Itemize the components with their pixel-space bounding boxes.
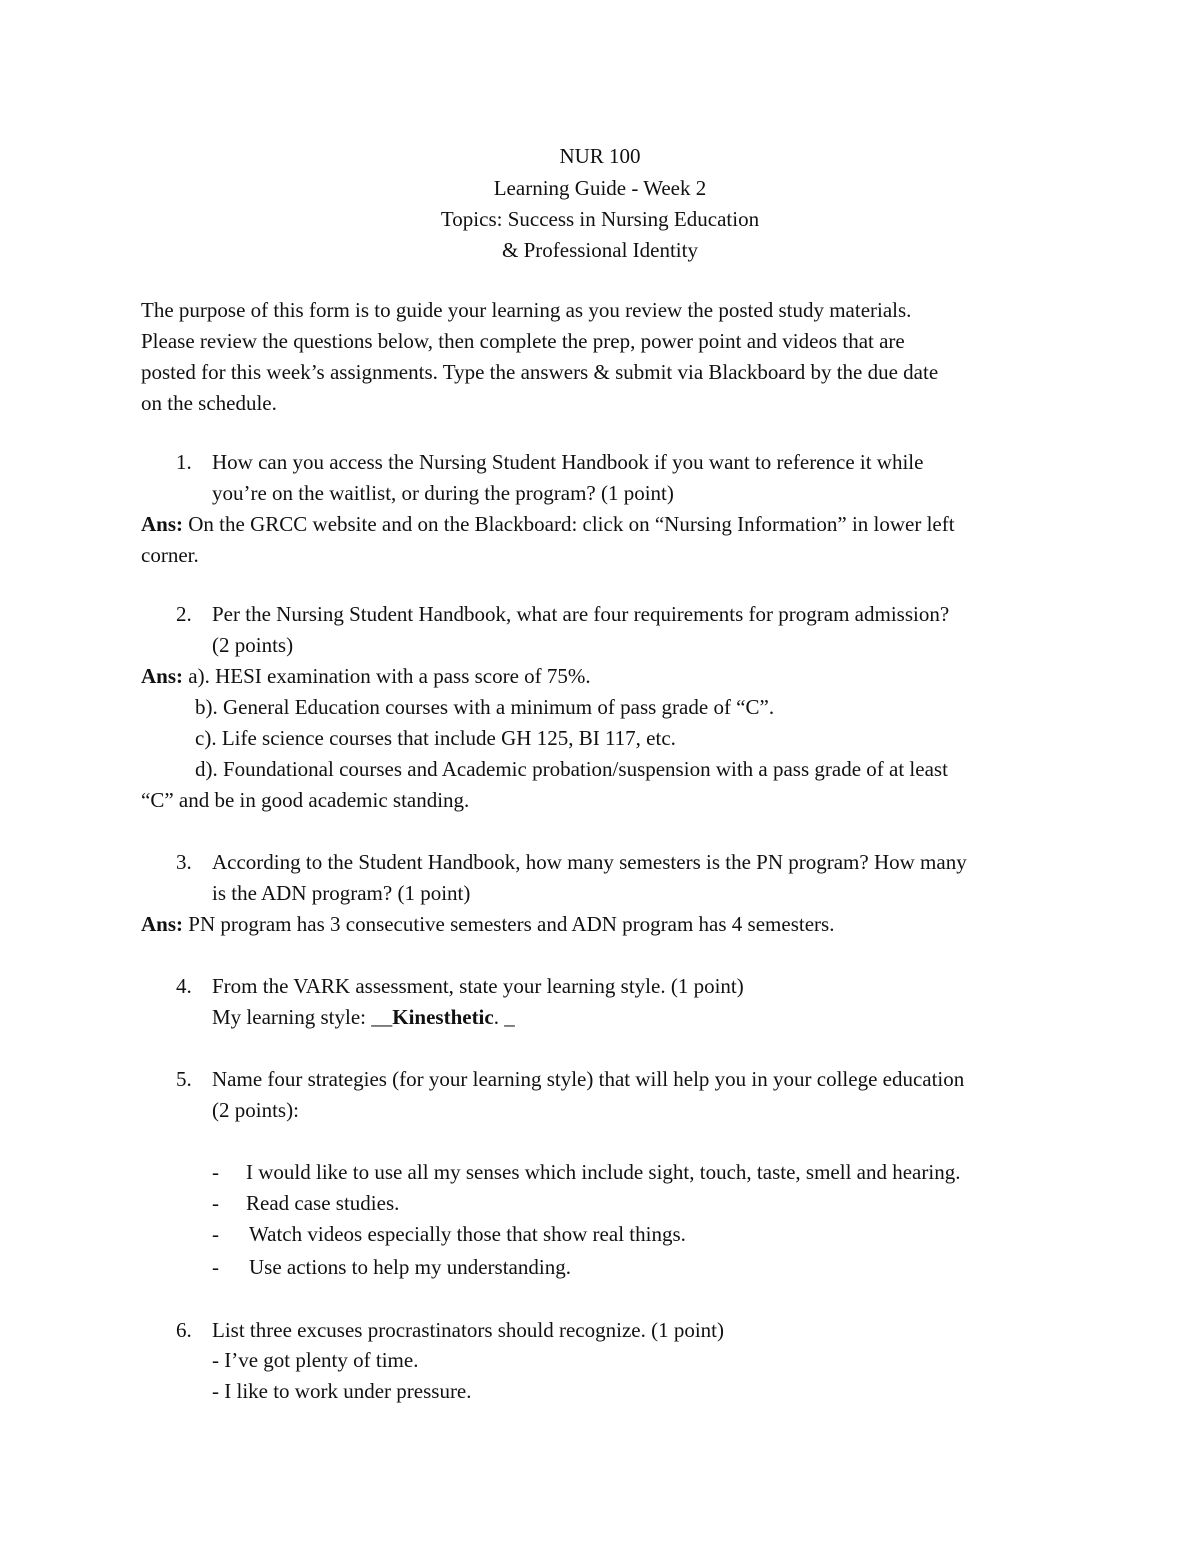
answer-text: corner. [141,543,199,567]
guide-title: Learning Guide - Week 2 [493,176,707,200]
learning-style-line [212,1005,515,1029]
answer-text: a). HESI examination with a pass score of 75%. [188,664,591,688]
question-text: List three excuses procrastinators should recognize. (1 point) [212,1318,725,1342]
bullet-dash: - [212,1222,219,1246]
answer-text: b). General Education courses with a minimum of pass grade of “C”. [195,695,775,719]
list-item: Watch videos especially those that show real things. [249,1222,686,1246]
bullet-dash: - [212,1255,219,1279]
question-text: From the VARK assessment, state your learning style. (1 point) [212,974,744,998]
list-item: Use actions to help my understanding. [249,1255,571,1279]
list-item: - I like to work under pressure. [212,1379,472,1403]
question-number: 2. [176,602,192,626]
question-text: is the ADN program? (1 point) [212,881,471,905]
question-number: 1. [176,450,192,474]
answer-text: PN program has 3 consecutive semesters and ADN program has 4 semesters. [188,912,835,936]
answer-text: “C” and be in good academic standing. [141,788,470,812]
question-text: you’re on the waitlist, or during the program? (1 point) [212,481,674,505]
topics-line-1: Topics: Success in Nursing Education [440,207,760,231]
learning-style-suffix: . _ [493,1005,515,1029]
list-item: Read case studies. [246,1191,400,1215]
question-text: How can you access the Nursing Student Handbook if you want to reference it while [212,450,924,474]
question-text: According to the Student Handbook, how many semesters is the PN program? How many [212,850,967,874]
bullet-dash: - [212,1191,219,1215]
answer-text: On the GRCC website and on the Blackboard: click on “Nursing Information” in lower left [188,512,955,536]
answer-label: Ans: [141,664,184,688]
answer-text: d). Foundational courses and Academic probation/suspension with a pass grade of at least [195,757,948,781]
question-number: 3. [176,850,192,874]
answer-label: Ans: [141,912,184,936]
bullet-dash: - [212,1160,219,1184]
question-number: 4. [176,974,192,998]
learning-style-prefix: My learning style: __ [212,1005,393,1029]
intro-line: Please review the questions below, then complete the prep, power point and videos that are [141,329,905,353]
topics-line-2: & Professional Identity [502,238,698,262]
question-text: (2 points): [212,1098,299,1122]
question-text: Name four strategies (for your learning style) that will help you in your college education [212,1067,965,1091]
question-text: Per the Nursing Student Handbook, what are four requirements for program admission? [212,602,950,626]
answer-line [141,912,834,936]
question-number: 5. [176,1067,192,1091]
list-item: - I’ve got plenty of time. [212,1348,419,1372]
answer-line [141,512,955,536]
answer-label: Ans: [141,512,184,536]
answer-text: c). Life science courses that include GH 125, BI 117, etc. [195,726,676,750]
intro-line: on the schedule. [141,391,277,415]
list-item: I would like to use all my senses which include sight, touch, taste, smell and hearing. [246,1160,961,1184]
learning-style-value: Kinesthetic [392,1005,494,1029]
question-text: (2 points) [212,633,294,657]
question-number: 6. [176,1318,192,1342]
answer-line [141,664,591,688]
intro-line: The purpose of this form is to guide your learning as you review the posted study materials. [141,298,912,322]
course-title: NUR 100 [559,144,641,168]
intro-line: posted for this week’s assignments. Type the answers & submit via Blackboard by the due date [141,360,939,384]
